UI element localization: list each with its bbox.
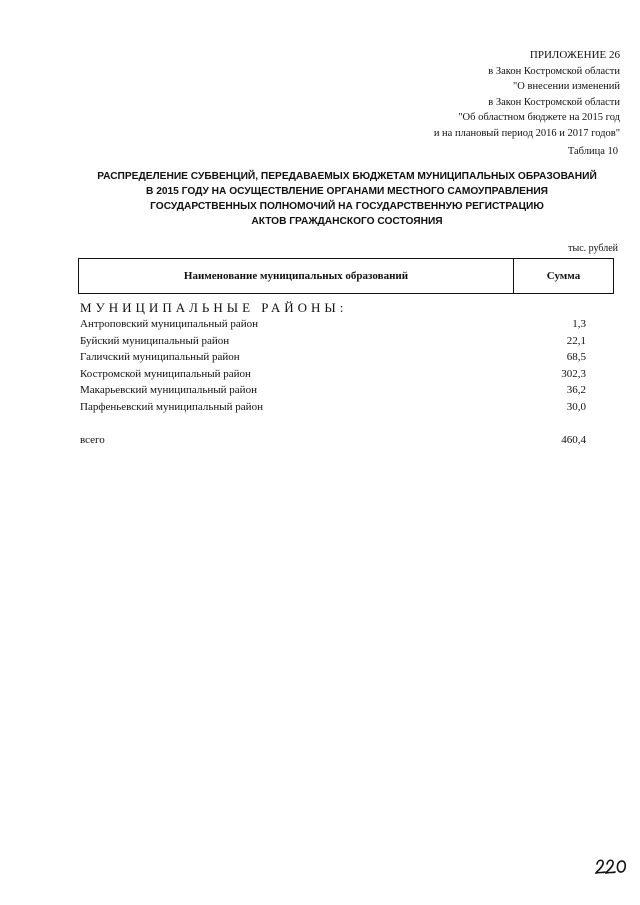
appendix-line: "О внесении изменений [513, 81, 620, 92]
row-value: 1,3 [572, 318, 586, 330]
table-body [80, 318, 586, 417]
appendix-header [280, 48, 620, 141]
table-number: Таблица 10 [567, 146, 618, 157]
title-line: В 2015 ГОДУ НА ОСУЩЕСТВЛЕНИЕ ОРГАНАМИ МЕСТНОГО САМОУПРАВЛЕНИЯ [146, 186, 548, 197]
row-name: Буйский муниципальный район [80, 334, 230, 347]
units-label: тыс. рублей [568, 243, 618, 254]
total-label: всего [80, 434, 105, 446]
row-name: Парфеньевский муниципальный район [80, 400, 263, 413]
column-header-name: Наименование муниципальных образований [79, 259, 514, 293]
title-line: ГОСУДАРСТВЕННЫХ ПОЛНОМОЧИЙ НА ГОСУДАРСТВЕННУЮ РЕГИСТРАЦИЮ [150, 201, 544, 212]
title-line: АКТОВ ГРАЖДАНСКОГО СОСТОЯНИЯ [251, 216, 443, 227]
appendix-line: "Об областном бюджете на 2015 год [458, 112, 620, 123]
appendix-line: ПРИЛОЖЕНИЕ 26 [529, 49, 620, 61]
table-row [80, 318, 586, 335]
section-heading: МУНИЦИПАЛЬНЫЕ РАЙОНЫ: [80, 300, 348, 315]
table-row [80, 384, 586, 401]
column-header-sum: Сумма [546, 270, 581, 282]
handwritten-page-number [594, 855, 630, 877]
table-row [80, 335, 586, 352]
row-name: Костромской муниципальный район [80, 367, 251, 380]
appendix-line: в Закон Костромской области [488, 65, 620, 77]
table-header [78, 258, 614, 294]
document-title [78, 169, 616, 229]
total-value: 460,4 [561, 434, 586, 446]
row-name: Макарьевский муниципальный район [80, 384, 257, 396]
row-value: 22,1 [566, 334, 586, 347]
row-value: 30,0 [566, 400, 586, 413]
appendix-line: и на плановый период 2016 и 2017 годов" [433, 127, 620, 139]
table-row [80, 351, 586, 368]
row-value: 68,5 [566, 351, 586, 363]
appendix-line: в Закон Костромской области [488, 96, 620, 108]
row-value: 36,2 [566, 384, 586, 396]
total-row [80, 434, 586, 450]
table-row [80, 368, 586, 385]
row-value: 302,3 [561, 367, 586, 380]
table-row [80, 401, 586, 418]
row-name: Антроповский муниципальный район [80, 318, 258, 330]
title-line: РАСПРЕДЕЛЕНИЕ СУБВЕНЦИЙ, ПЕРЕДАВАЕМЫХ БЮДЖЕТАМ МУНИЦИПАЛЬНЫХ ОБРАЗОВАНИЙ [97, 171, 597, 182]
row-name: Галичский муниципальный район [80, 351, 240, 363]
